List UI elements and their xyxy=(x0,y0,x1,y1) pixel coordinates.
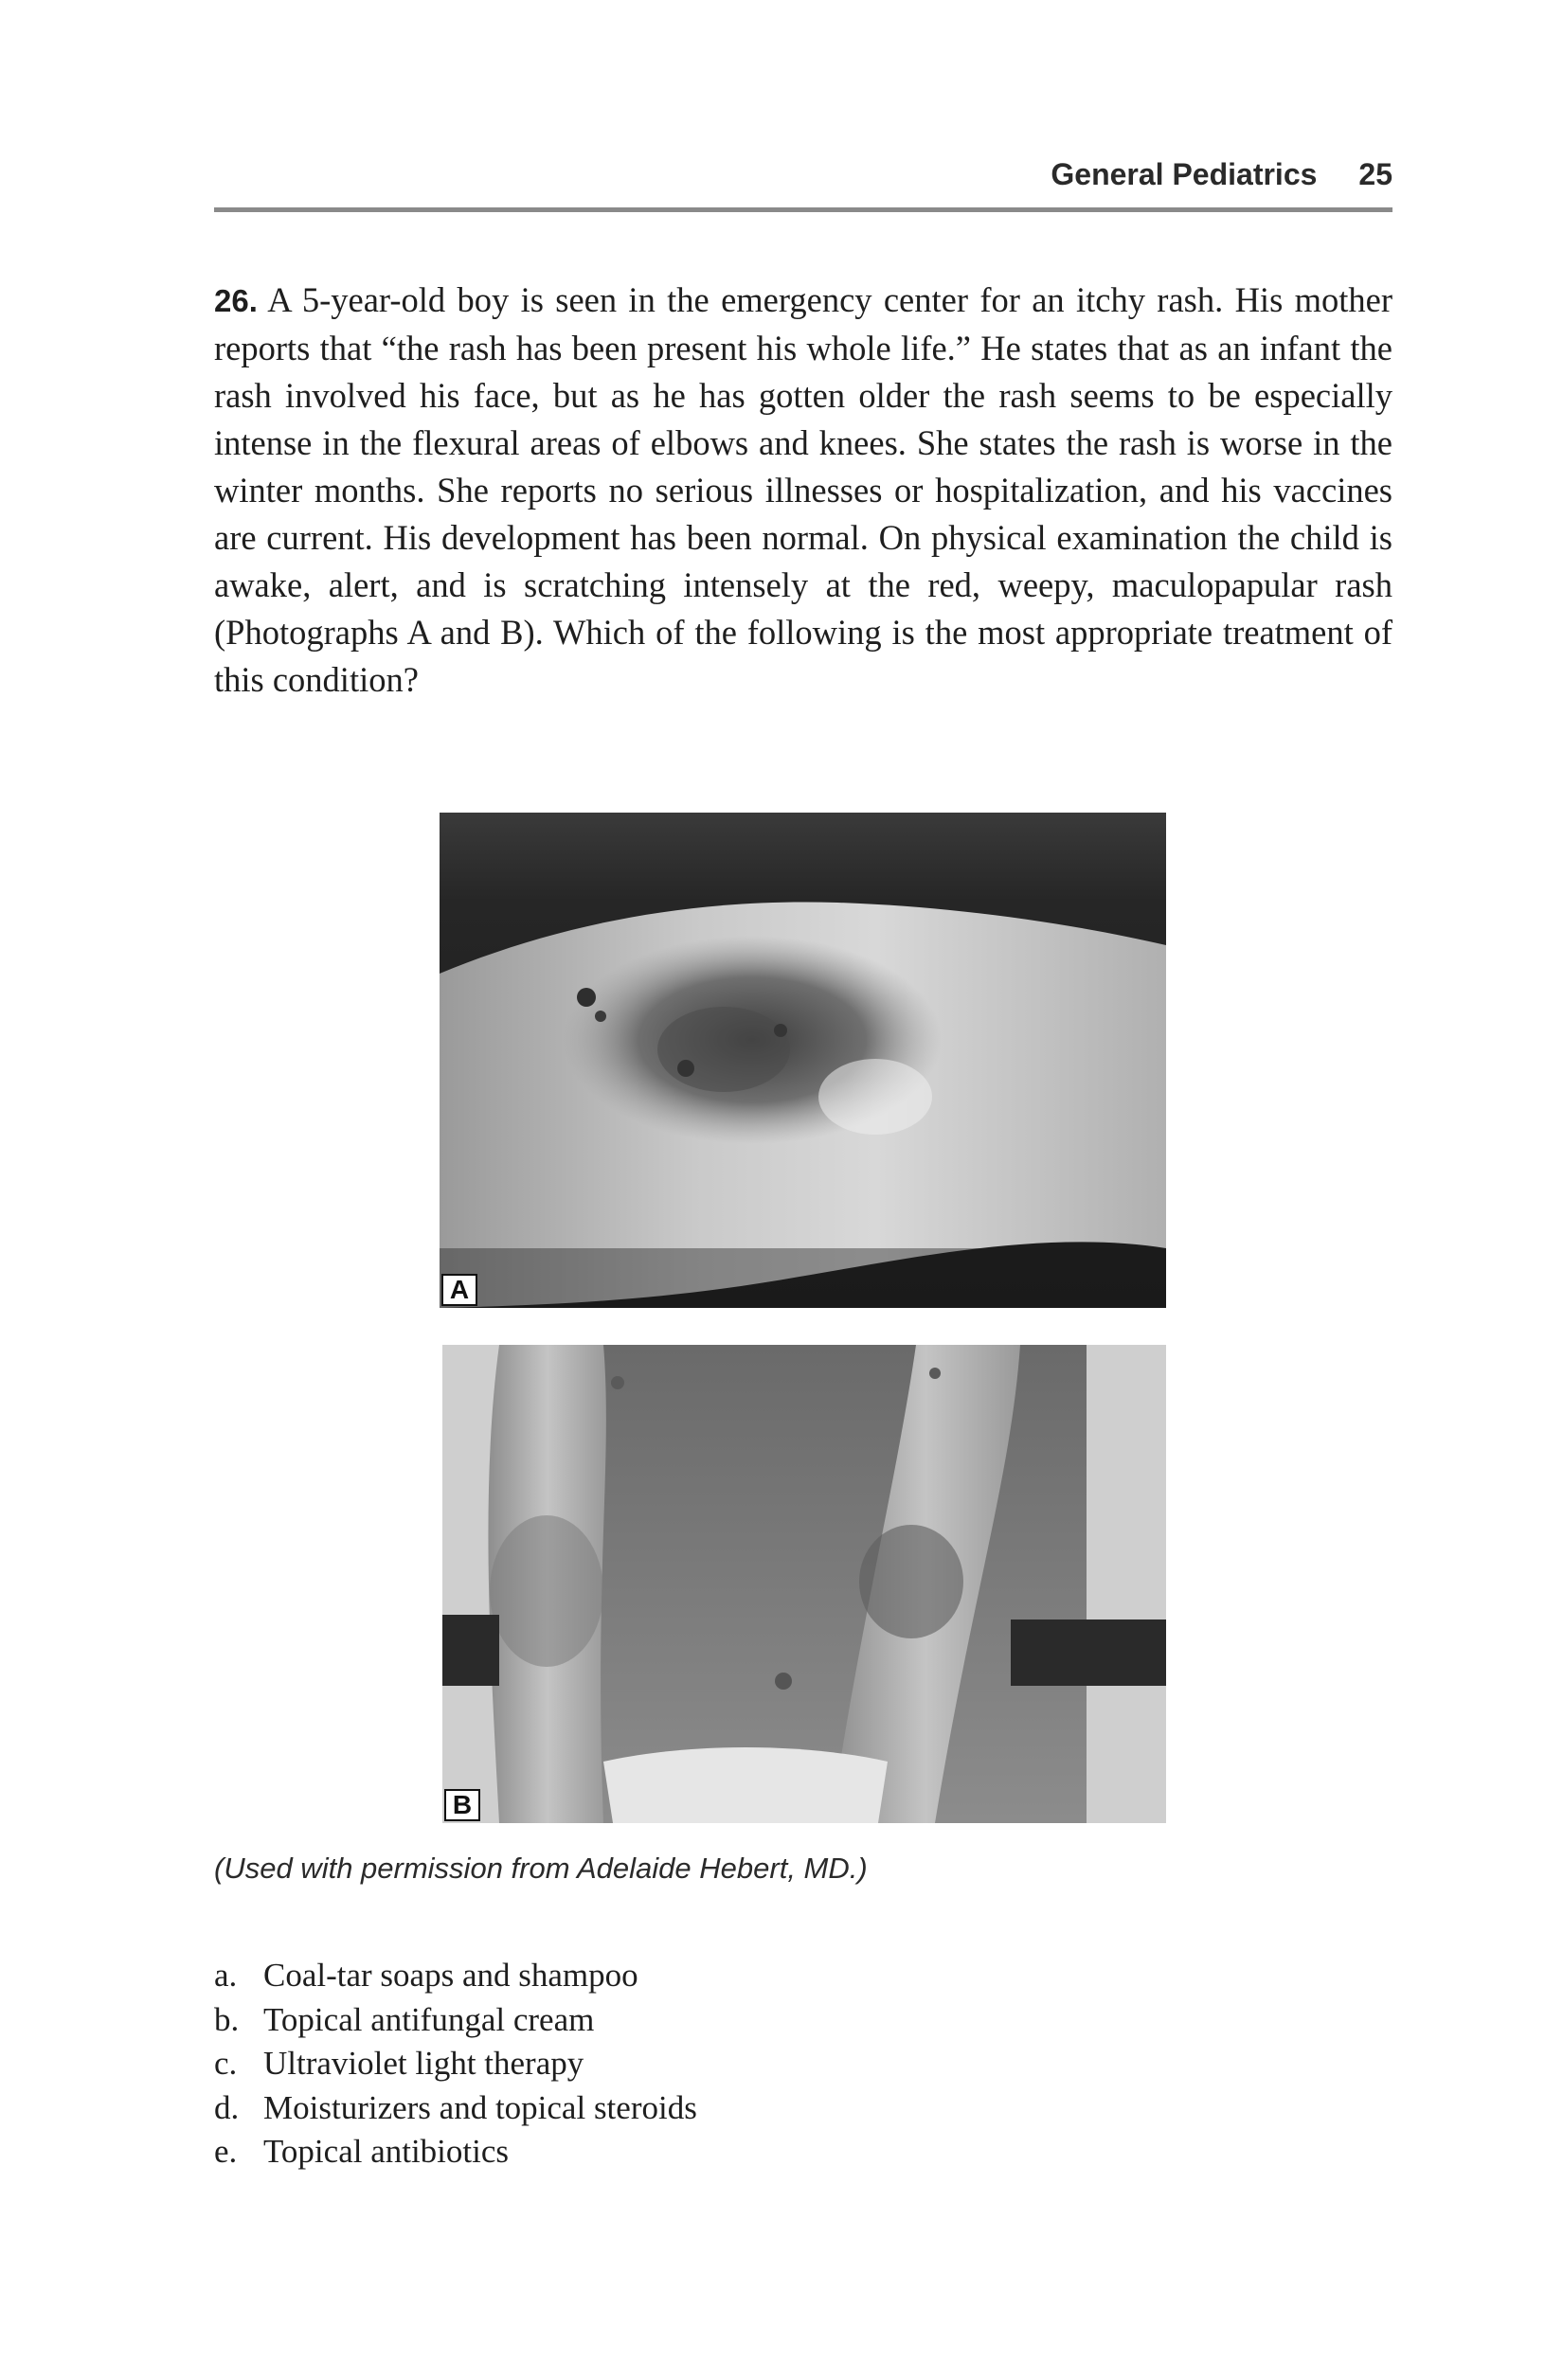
photograph-b xyxy=(442,1345,1166,1823)
photograph-b-label: B xyxy=(444,1789,480,1821)
page-number: 25 xyxy=(1358,157,1392,191)
option-text: Topical antibiotics xyxy=(263,2133,510,2170)
option-letter: d. xyxy=(214,2088,240,2126)
question-stem xyxy=(214,277,1392,704)
header-rule xyxy=(214,207,1392,212)
answer-option xyxy=(214,2130,1392,2174)
question-text: A 5-year-old boy is seen in the emergency center for an itchy rash. His mother reports that “the rash has been present his whole life.” He states that as an infant the rash involved his face, but as he has gotten older the rash seems to be especially intense in the flexural areas of elbows and knees. She states the rash is worse in the winter months. She reports no serious illnesses or hospitalization, and his vaccines are current. His development has been normal. On physical examination the child is awake, alert, and is scratching intensely at the red, weepy, maculopapular rash (Photographs A and B). Which of the following is the most appropriate treatment of this condition? xyxy=(214,280,1392,699)
answer-option xyxy=(214,2086,1392,2131)
option-text: Topical antifungal cream xyxy=(263,2000,595,2038)
photo-credit: (Used with permission from Adelaide Hebert, MD.) xyxy=(214,1852,868,1885)
option-text: Coal-tar soaps and shampoo xyxy=(263,1957,638,1994)
answer-option xyxy=(214,1998,1392,2043)
option-letter: a. xyxy=(214,1957,238,1994)
question-number: 26. xyxy=(214,283,258,318)
option-letter: c. xyxy=(214,2045,238,2082)
photograph-a xyxy=(440,813,1166,1308)
photograph-a-label: A xyxy=(441,1274,477,1306)
answer-options xyxy=(214,1954,1392,2174)
photograph-a-image xyxy=(440,813,1166,1308)
option-letter: e. xyxy=(214,2133,238,2170)
option-text: Ultraviolet light therapy xyxy=(263,2045,584,2082)
photograph-b-image xyxy=(442,1345,1166,1823)
option-text: Moisturizers and topical steroids xyxy=(263,2088,697,2126)
running-header xyxy=(214,157,1392,199)
answer-option xyxy=(214,1954,1392,1998)
option-letter: b. xyxy=(214,2000,240,2038)
section-title: General Pediatrics xyxy=(1051,157,1318,191)
answer-option xyxy=(214,2042,1392,2086)
